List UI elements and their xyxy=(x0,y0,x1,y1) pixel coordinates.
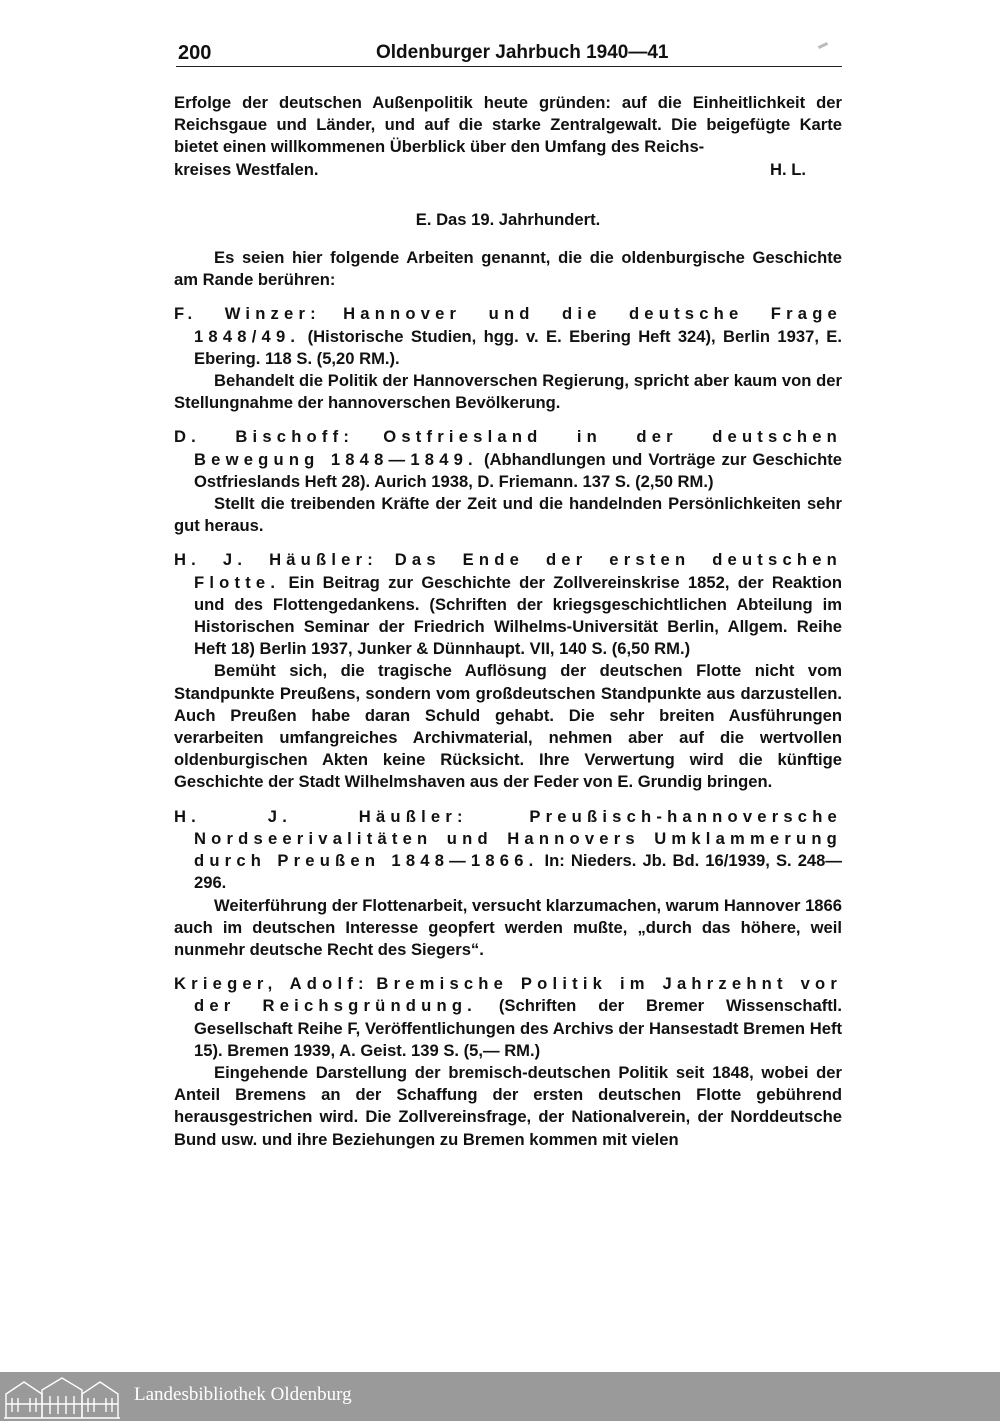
entry-details: (Abhandlungen und Vorträge zur Geschichte Ostfrieslands Heft 28). Aurich 1938, D. Friemann. 137 S. (2,50 RM.) xyxy=(194,449,842,491)
entry-author: F. Winzer: xyxy=(174,304,321,324)
section-heading: E. Das 19. Jahrhundert. xyxy=(415,209,601,229)
library-footer-bar xyxy=(0,1372,1000,1421)
entry-details: (Historische Studien, hgg. v. E. Ebering Heft 324), Berlin 1937, E. Ebering. 118 S. (5,20 RM.). xyxy=(194,326,842,368)
bibliography-entry xyxy=(174,806,842,961)
intro-closing-line xyxy=(174,159,842,181)
entry-author: H. J. Häußler: xyxy=(174,550,378,570)
running-header xyxy=(176,38,842,67)
bibliography-entry xyxy=(174,549,842,793)
citation xyxy=(174,973,842,1062)
entry-review: Stellt die treibenden Kräfte der Zeit und die handelnden Persönlichkeiten sehr gut heraus. xyxy=(174,494,842,536)
citation xyxy=(174,549,842,660)
library-name: Landesbibliothek Oldenburg xyxy=(134,1384,352,1405)
page-body xyxy=(174,92,842,1151)
bibliography-entry xyxy=(174,973,842,1151)
signature: H. L. xyxy=(770,159,806,179)
page-number: 200 xyxy=(178,42,212,64)
entry-review: Bemüht sich, die tragische Auflösung der deutschen Flotte nicht vom Standpunkte Preußens, sondern vom großdeutschen Standpunkte aus darzustellen. Auch Preußen habe daran Schuld gehabt. Die sehr breiten Ausführungen verarbeiten umfangreiches Archivmaterial, nehmen aber auf die wertvollen oldenburgischen Akten keine Rücksicht. Ihre Verwertung wird die künftige Geschichte der Stadt Wilhelmshaven aus der Feder von E. Grundig bringen. xyxy=(174,661,842,792)
bibliography-entry xyxy=(174,303,842,414)
intro-paragraph: Erfolge der deutschen Außenpolitik heute gründen: auf die Einheitlichkeit der Reichsgaue und Länder, und auf die starke Zentralgewalt. Die beigefügte Karte bietet einen willkommenen Überblick über den Umfang des Reichs- xyxy=(174,93,842,157)
citation xyxy=(174,426,842,493)
entry-review: Eingehende Darstellung der bremisch-deutschen Politik seit 1848, wobei der Anteil Bremens an der Schaffung der ersten deutschen Flotte gebührend herausgestrichen wird. Die Zollvereinsfrage, der Nationalverein, der Norddeutsche Bund usw. und ihre Beziehungen zu Bremen kommen mit vielen xyxy=(174,1062,842,1149)
entry-title: Preußisch-hannoversche Nordseerivalitäten und Hannovers Umklammerung durch Preußen 1848—1866. xyxy=(194,806,842,871)
entry-author: H. J. Häußler: xyxy=(174,806,468,826)
entry-title: Ostfriesland in der deutschen Bewegung 1848—1849. xyxy=(194,427,842,469)
entry-review: Weiterführung der Flottenarbeit, versucht klarzumachen, warum Hannover 1866 auch im deutschen Interesse geopfert werden mußte, „durch das höhere, weil nunmehr deutsche Recht des Siegers“. xyxy=(174,895,842,959)
entry-details: In: Nieders. Jb. Bd. 16/1939, S. 248—296. xyxy=(194,851,842,893)
entry-title: Bremische Politik im Jahrzehnt vor der Reichsgründung. xyxy=(194,974,842,1016)
entry-author: Krieger, Adolf: xyxy=(174,974,369,994)
running-title: Oldenburger Jahrbuch 1940—41 xyxy=(376,42,669,63)
entry-review: Behandelt die Politik der Hannoverschen Regierung, spricht aber kaum von der Stellungnahme der hannoverschen Bevölkerung. xyxy=(174,371,842,413)
citation xyxy=(174,303,842,370)
citation xyxy=(174,806,842,895)
entry-title: Hannover und die deutsche Frage 1848/49. xyxy=(194,304,842,346)
section-intro: Es seien hier folgende Arbeiten genannt, die die oldenburgische Geschichte am Rande berühren: xyxy=(174,248,842,290)
entry-details: (Schriften der Bremer Wissenschaftl. Gesellschaft Reihe F, Veröffentlichungen des Archivs der Hansestadt Bremen Heft 15). Bremen 1939, A. Geist. 139 S. (5,— RM.) xyxy=(194,996,842,1060)
bibliography-entry xyxy=(174,426,842,537)
entry-details: Ein Beitrag zur Geschichte der Zollvereinskrise 1852, der Reaktion und des Flottengedankens. (Schriften der kriegsgeschichtlichen Abteilung im Historischen Seminar der Friedrich Wilhelms-Universität Berlin, Allgem. Reihe Heft 18) Berlin 1937, Junker & Dünnhaupt. VII, 140 S. (6,50 RM.) xyxy=(194,572,842,659)
entry-title: Das Ende der ersten deutschen Flotte. xyxy=(194,550,842,592)
library-building-icon xyxy=(2,1374,122,1420)
intro-last-line: kreises Westfalen. xyxy=(174,159,319,179)
entry-author: D. Bischoff: xyxy=(174,427,355,447)
